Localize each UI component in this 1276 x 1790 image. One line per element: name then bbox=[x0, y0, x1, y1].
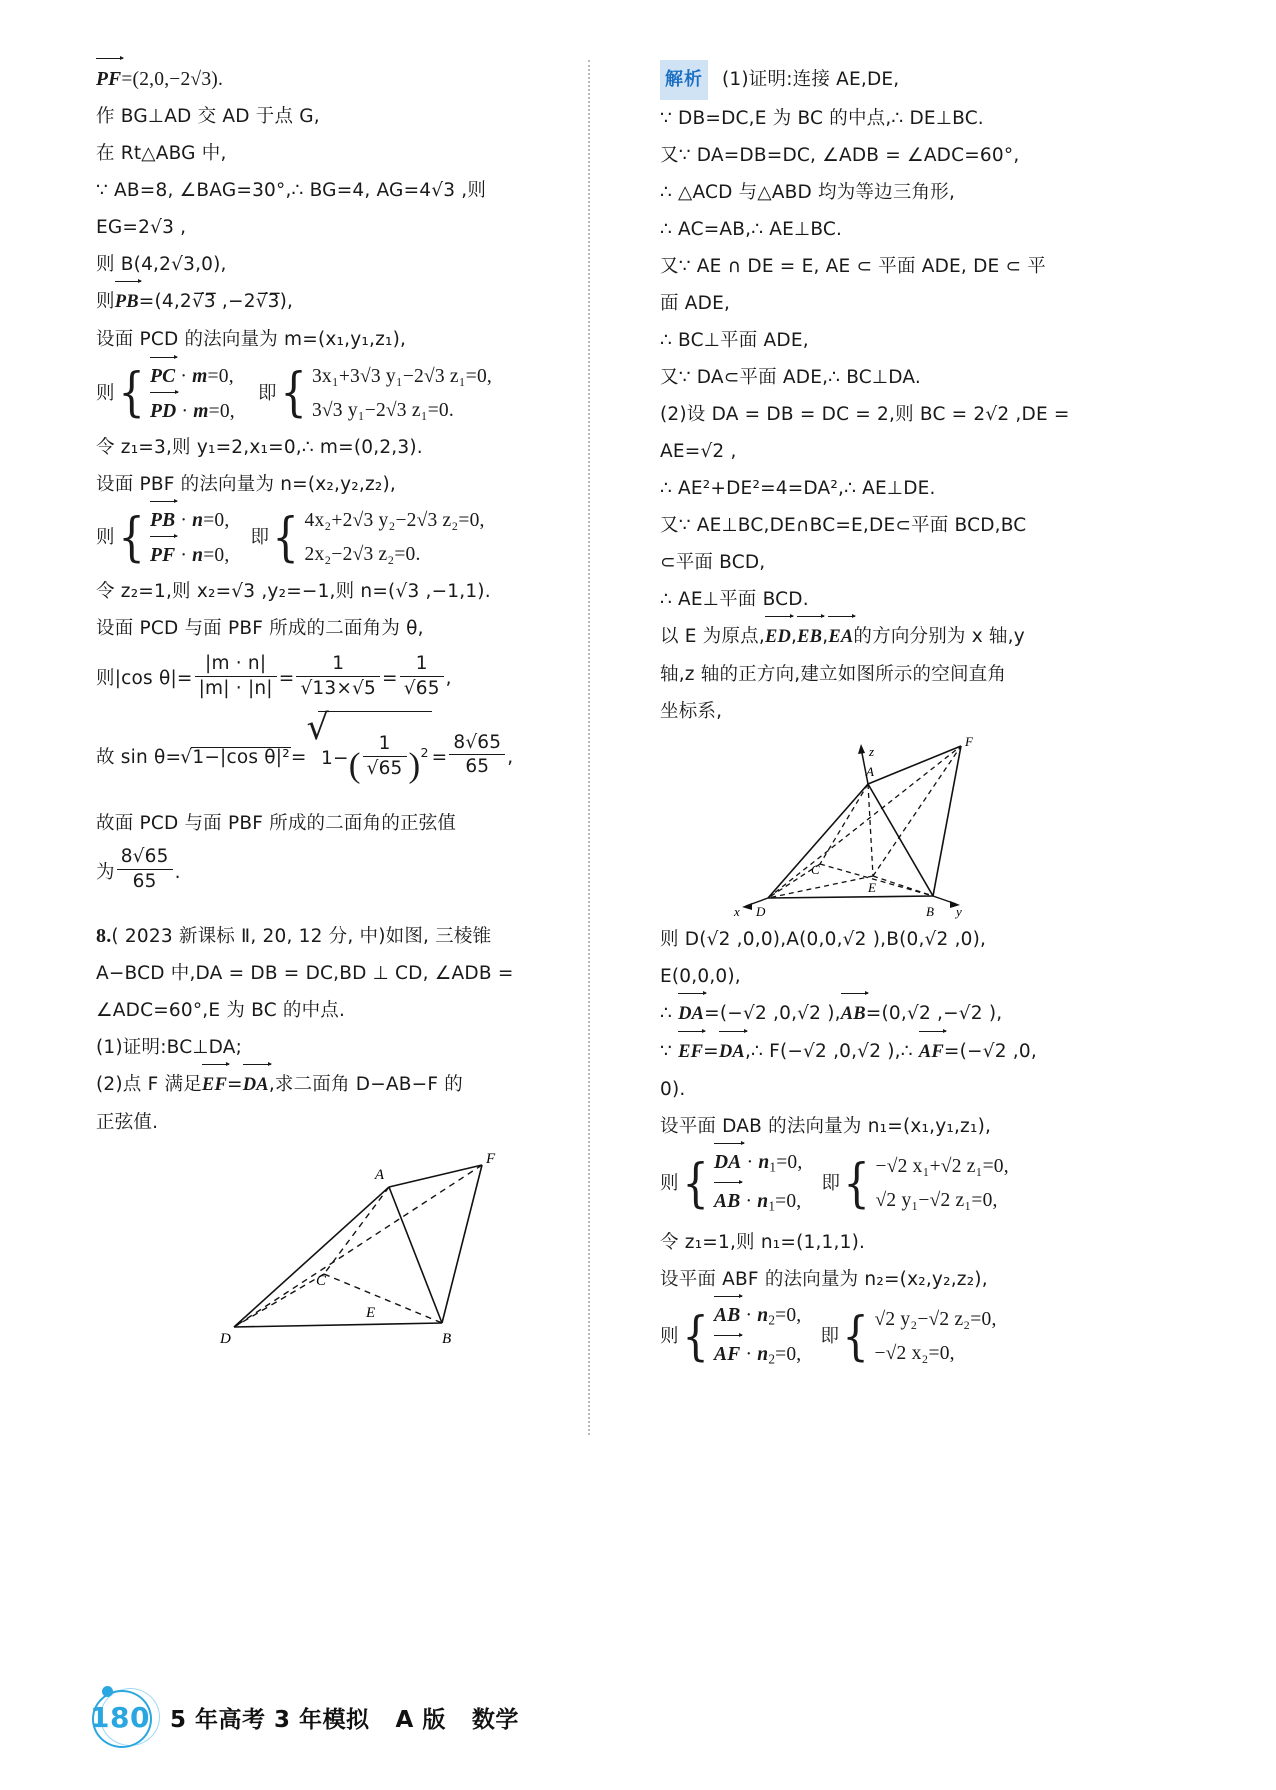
text-line: 轴,z 轴的正方向,建立如图所示的空间直角 bbox=[660, 664, 1007, 685]
question-source: ( 2023 新课标 Ⅱ, 20, 12 分, 中) bbox=[111, 925, 386, 947]
tetrahedron-abcdef-diagram bbox=[214, 1151, 548, 1351]
system-row: AF · $n_2=0$, bbox=[714, 1337, 801, 1376]
svg-text:A: A bbox=[866, 764, 874, 779]
text-line: 正弦值. bbox=[96, 1111, 159, 1133]
system-row: 3√3 y₁−2√3 z₁=0. bbox=[311, 399, 454, 421]
coordinate-tetrahedron-diagram bbox=[668, 736, 1112, 921]
text-line: ∴ AE²+DE²=4=DA²,∴ AE⊥DE. bbox=[660, 478, 936, 499]
fraction-denominator: √65 bbox=[403, 677, 440, 699]
jiexi-tag: 解析 bbox=[660, 60, 708, 100]
system-row: −√2 x₁+√2 z₁=0, bbox=[875, 1156, 1009, 1178]
text-line: ⊂平面 BCD, bbox=[660, 552, 766, 573]
svg-text:E: E bbox=[366, 1304, 376, 1321]
text-line: 又∵ AE ∩ DE = E, AE ⊂ 平面 ADE, DE ⊂ 平 bbox=[660, 256, 1046, 277]
text-line: PF=(2,0,−2√3). bbox=[96, 60, 548, 98]
vector-da: DA bbox=[243, 1066, 269, 1104]
text-line: (2)设 DA = DB = DC = 2,则 BC = 2√2 ,DE = bbox=[660, 404, 1070, 425]
text-line: ∵ EF=DA,∴ F(−√2 ,0,√2 ),∴ AF=(−√2 ,0, bbox=[660, 1033, 1112, 1071]
vector-ed: ED bbox=[765, 618, 791, 656]
question-part-2: (2)点 F 满足EF=DA,求二面角 D−AB−F 的 bbox=[96, 1066, 548, 1104]
system-label-ji: 即 bbox=[250, 527, 270, 549]
text-line: ∵ DB=DC,E 为 BC 的中点,∴ DE⊥BC. bbox=[660, 108, 984, 129]
text-line: 设平面 ABF 的法向量为 n₂=(x₂,y₂,z₂), bbox=[660, 1268, 988, 1290]
question-8-header: 8.( 2023 新课标 Ⅱ, 20, 12 分, 中)如图, 三棱锥 bbox=[96, 924, 492, 947]
fraction-denominator: √65 bbox=[366, 757, 403, 779]
page-number-badge bbox=[88, 1688, 162, 1746]
system-label-ze: 则 bbox=[96, 382, 115, 404]
equation-system-4: 则 { AB · $n_2=0$, AF · $n_2=0$, 即 { √2 y₂−√2 z₂=0, −√2 x₂=0, bbox=[660, 1298, 1112, 1377]
text-line: 则 D(√2 ,0,0),A(0,0,√2 ),B(0,√2 ,0), bbox=[660, 929, 987, 950]
system-row: DA · $n_1=0$, bbox=[714, 1145, 802, 1184]
vector-ea: EA bbox=[828, 618, 853, 656]
text-line: ∵ AB=8, ∠BAG=30°,∴ BG=4, AG=4√3 ,则 bbox=[96, 180, 487, 201]
system-row: PF · n=0, bbox=[150, 538, 229, 573]
text-line: 令 z₁=1,则 n₁=(1,1,1). bbox=[660, 1231, 866, 1253]
text-line: 在 Rt△ABG 中, bbox=[96, 143, 227, 164]
vector-ef: EF bbox=[678, 1033, 703, 1071]
vector-da: DA bbox=[678, 995, 704, 1033]
svg-text:B: B bbox=[442, 1330, 452, 1347]
text-line: 设平面 DAB 的法向量为 n₁=(x₁,y₁,z₁), bbox=[660, 1116, 992, 1137]
jiexi-line: 解析 (1)证明:连接 AE,DE, bbox=[660, 60, 1112, 100]
system-label-ze: 则 bbox=[660, 1325, 679, 1347]
footer-text bbox=[170, 1701, 519, 1734]
svg-text:D: D bbox=[220, 1330, 231, 1347]
vector-eb: EB bbox=[797, 618, 822, 656]
text-line: 0). bbox=[660, 1079, 686, 1100]
text-line: 则 B(4,2√3,0), bbox=[96, 254, 227, 275]
text-line: ∴ AC=AB,∴ AE⊥BC. bbox=[660, 219, 843, 240]
system-row: PD · m=0, bbox=[150, 394, 235, 429]
question-part-1: (1)证明:BC⊥DA; bbox=[96, 1036, 243, 1058]
column-divider bbox=[588, 60, 590, 1435]
left-column bbox=[96, 60, 566, 1440]
fraction-denominator: 65 bbox=[465, 756, 490, 778]
vector-da: DA bbox=[719, 1033, 745, 1071]
text-line: 则PB=(4,2√̅3̅ ,−2√̅3̅), bbox=[96, 283, 548, 321]
badge-dot bbox=[102, 1686, 113, 1697]
text-line: E(0,0,0), bbox=[660, 966, 741, 987]
text-line: ∴ AE⊥平面 BCD. bbox=[660, 589, 809, 610]
equation-system-2: 则 { PB · n=0, PF · n=0, 即 { 4x₂+2√3 y₂−2√3 z₂=0, 2x₂−2√3 z₂=0. bbox=[96, 503, 548, 574]
text-line: AE=√2 , bbox=[660, 441, 737, 462]
text-line: ∴ BC⊥平面 ADE, bbox=[660, 330, 809, 351]
svg-text:A: A bbox=[374, 1166, 384, 1183]
radicand: 1−|cos θ|² bbox=[192, 746, 290, 768]
fraction-denominator: √13×√5 bbox=[300, 677, 377, 699]
system-label-ji: 即 bbox=[257, 382, 277, 404]
svg-text:B: B bbox=[926, 904, 934, 919]
text-line: 设面 PBF 的法向量为 n=(x₂,y₂,z₂), bbox=[96, 473, 396, 495]
text-line: 设面 PCD 与面 PBF 所成的二面角为 θ, bbox=[96, 618, 424, 640]
system-row: AB · $n_2=0$, bbox=[714, 1298, 801, 1337]
system-row: PC · m=0, bbox=[150, 359, 235, 394]
cos-theta-equation: 则|cos θ|= $\frac{|m \cdot n|}{|m| \cdot |n|}$ = $\frac{1}{√13\times√5}$ = $\frac{1}{√65}$ , bbox=[96, 652, 452, 699]
text-line: 以 E 为原点,ED,EB,EA的方向分别为 x 轴,y bbox=[660, 618, 1112, 656]
text-line: EG=2√3 , bbox=[96, 217, 187, 238]
svg-text:y: y bbox=[956, 904, 962, 919]
system-label-ze: 则 bbox=[96, 527, 115, 549]
text-line: 又∵ AE⊥BC,DE∩BC=E,DE⊂平面 BCD,BC bbox=[660, 515, 1027, 536]
text-line: 又∵ DA=DB=DC, ∠ADB = ∠ADC=60°, bbox=[660, 145, 1020, 166]
system-row: √2 y₂−√2 z₂=0, bbox=[874, 1308, 997, 1330]
text-line: ∴ DA=(−√2 ,0,√2 ),AB=(0,√2 ,−√2 ), bbox=[660, 995, 1112, 1033]
svg-text:z: z bbox=[869, 744, 875, 759]
footer-title: 5 年高考 3 年模拟 bbox=[170, 1706, 370, 1733]
fraction-numerator: 8√65 bbox=[117, 846, 173, 870]
vector-ab: AB bbox=[841, 995, 866, 1033]
system-row: 3x₁+3√3 y₁−2√3 z₁=0, bbox=[311, 365, 493, 387]
fraction-numerator: 1 bbox=[363, 733, 407, 757]
svg-text:D: D bbox=[756, 904, 766, 919]
svg-text:C: C bbox=[316, 1272, 327, 1289]
footer-subject: 数学 bbox=[471, 1706, 519, 1733]
system-row: AB · $n_1=0$, bbox=[714, 1184, 802, 1223]
text-line: 作 BG⊥AD 交 AD 于点 G, bbox=[96, 106, 320, 127]
vector-ef: EF bbox=[202, 1066, 227, 1104]
two-column-body bbox=[96, 60, 1186, 1440]
system-row: −√2 x₂=0, bbox=[874, 1342, 955, 1364]
system-row: 4x₂+2√3 y₂−2√3 z₂=0, bbox=[304, 510, 485, 532]
system-label-ze: 则 bbox=[660, 1173, 679, 1195]
text-line: 故面 PCD 与面 PBF 所成的二面角的正弦值 bbox=[96, 812, 457, 834]
page-footer bbox=[88, 1688, 519, 1746]
vector-af: AF bbox=[919, 1033, 944, 1071]
svg-text:C: C bbox=[811, 862, 820, 877]
equation-system-3: 则 { DA · $n_1=0$, AB · $n_1=0$, 即 { −√2 x₁+√2 z₁=0, √2 y₁−√2 z₁=0, bbox=[660, 1145, 1112, 1224]
system-label-ji: 即 bbox=[820, 1325, 840, 1347]
fraction-numerator: 8√65 bbox=[449, 732, 505, 756]
text-line: ∠ADC=60°,E 为 BC 的中点. bbox=[96, 999, 346, 1021]
question-number: 8. bbox=[96, 924, 112, 947]
fraction-denominator: |m| · |n| bbox=[198, 677, 273, 699]
svg-text:x: x bbox=[734, 904, 740, 919]
text-line: 令 z₂=1,则 x₂=√3 ,y₂=−1,则 n=(√3 ,−1,1). bbox=[96, 581, 491, 603]
text-line: 又∵ DA⊂平面 ADE,∴ BC⊥DA. bbox=[660, 367, 921, 388]
text-line: A−BCD 中,DA = DB = DC,BD ⊥ CD, ∠ADB = bbox=[96, 962, 514, 984]
right-column bbox=[598, 60, 1112, 1440]
svg-text:F: F bbox=[965, 736, 973, 749]
system-row: PB · n=0, bbox=[150, 503, 229, 538]
svg-text:F: F bbox=[486, 1150, 496, 1167]
system-label-ji: 即 bbox=[821, 1173, 841, 1195]
text-line: 坐标系, bbox=[660, 701, 723, 722]
text-line: 面 ADE, bbox=[660, 293, 731, 314]
fraction-numerator: 1 bbox=[296, 653, 380, 677]
text-line: 设面 PCD 的法向量为 m=(x₁,y₁,z₁), bbox=[96, 329, 407, 350]
fraction-numerator: |m · n| bbox=[195, 653, 277, 677]
fraction-denominator: 65 bbox=[132, 871, 157, 893]
system-row: √2 y₁−√2 z₁=0, bbox=[875, 1190, 998, 1212]
text-line: 令 z₁=3,则 y₁=2,x₁=0,∴ m=(0,2,3). bbox=[96, 436, 423, 458]
svg-text:E: E bbox=[868, 880, 876, 895]
equation-system-1: 则 { PC · m=0, PD · m=0, 即 { 3x₁+3√3 y₁−2√3 z₁=0, 3√3 y₁−2√3 z₁=0. bbox=[96, 358, 548, 429]
fraction-numerator: 1 bbox=[400, 653, 444, 677]
footer-edition: A 版 bbox=[395, 1706, 446, 1733]
sin-theta-equation: 故 sin θ= √ 1−|cos θ|²= √ 1−( $\frac{1}{√65}$ )$^2$ = $\frac{8√65}{65}$ , bbox=[96, 711, 548, 805]
text-line: 为 $\frac{8√65}{65}$ . bbox=[96, 846, 181, 893]
page-number: 180 bbox=[90, 1701, 150, 1734]
system-row: 2x₂−2√3 z₂=0. bbox=[304, 544, 421, 566]
text-line: ∴ △ACD 与△ABD 均为等边三角形, bbox=[660, 182, 956, 203]
